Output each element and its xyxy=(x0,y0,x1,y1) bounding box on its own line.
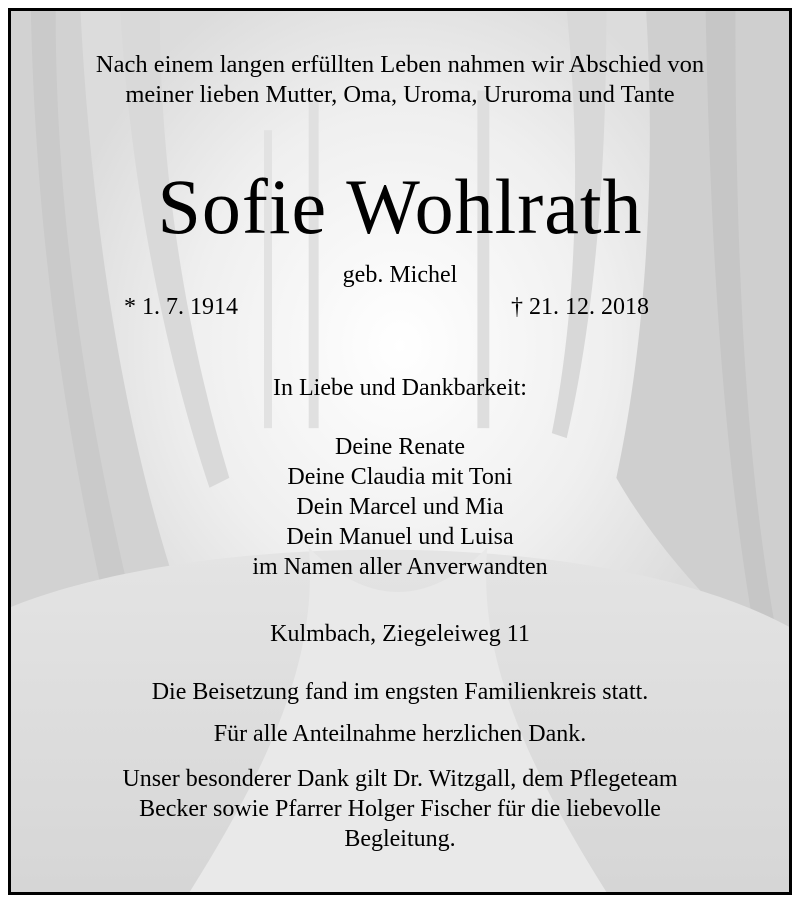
burial-note: Die Beisetzung fand im engsten Familienkreis statt. xyxy=(151,679,649,705)
birth-name: geb. Michel xyxy=(342,262,458,288)
address: Kulmbach, Ziegeleiweg 11 xyxy=(270,621,530,647)
mourner-line: Deine Claudia mit Toni xyxy=(287,464,513,490)
special-thanks-line-1: Unser besonderer Dank gilt Dr. Witzgall, dem Pflegeteam xyxy=(122,766,678,792)
dates-row xyxy=(11,294,789,324)
thanks-note: Für alle Anteilnahme herzlichen Dank. xyxy=(213,721,587,747)
intro-line-1: Nach einem langen erfüllten Leben nahmen wir Abschied von xyxy=(95,51,705,78)
deceased-name: Sofie Wohlrath xyxy=(157,163,643,250)
death-date: † 21. 12. 2018 xyxy=(511,294,649,320)
mourner-line: Dein Marcel und Mia xyxy=(296,494,504,520)
obituary-content xyxy=(11,11,789,892)
birth-date: * 1. 7. 1914 xyxy=(124,294,238,320)
special-thanks-line-2: Becker sowie Pfarrer Holger Fischer für die liebevolle xyxy=(139,796,661,822)
mourner-line: Dein Manuel und Luisa xyxy=(286,524,514,550)
obituary-frame xyxy=(8,8,792,895)
special-thanks-line-3: Begleitung. xyxy=(344,826,456,852)
intro-line-2: meiner lieben Mutter, Oma, Uroma, Ururoma und Tante xyxy=(125,81,675,108)
dedication: In Liebe und Dankbarkeit: xyxy=(273,375,527,401)
mourner-line: Deine Renate xyxy=(335,434,465,460)
mourner-line: im Namen aller Anverwandten xyxy=(252,554,548,580)
